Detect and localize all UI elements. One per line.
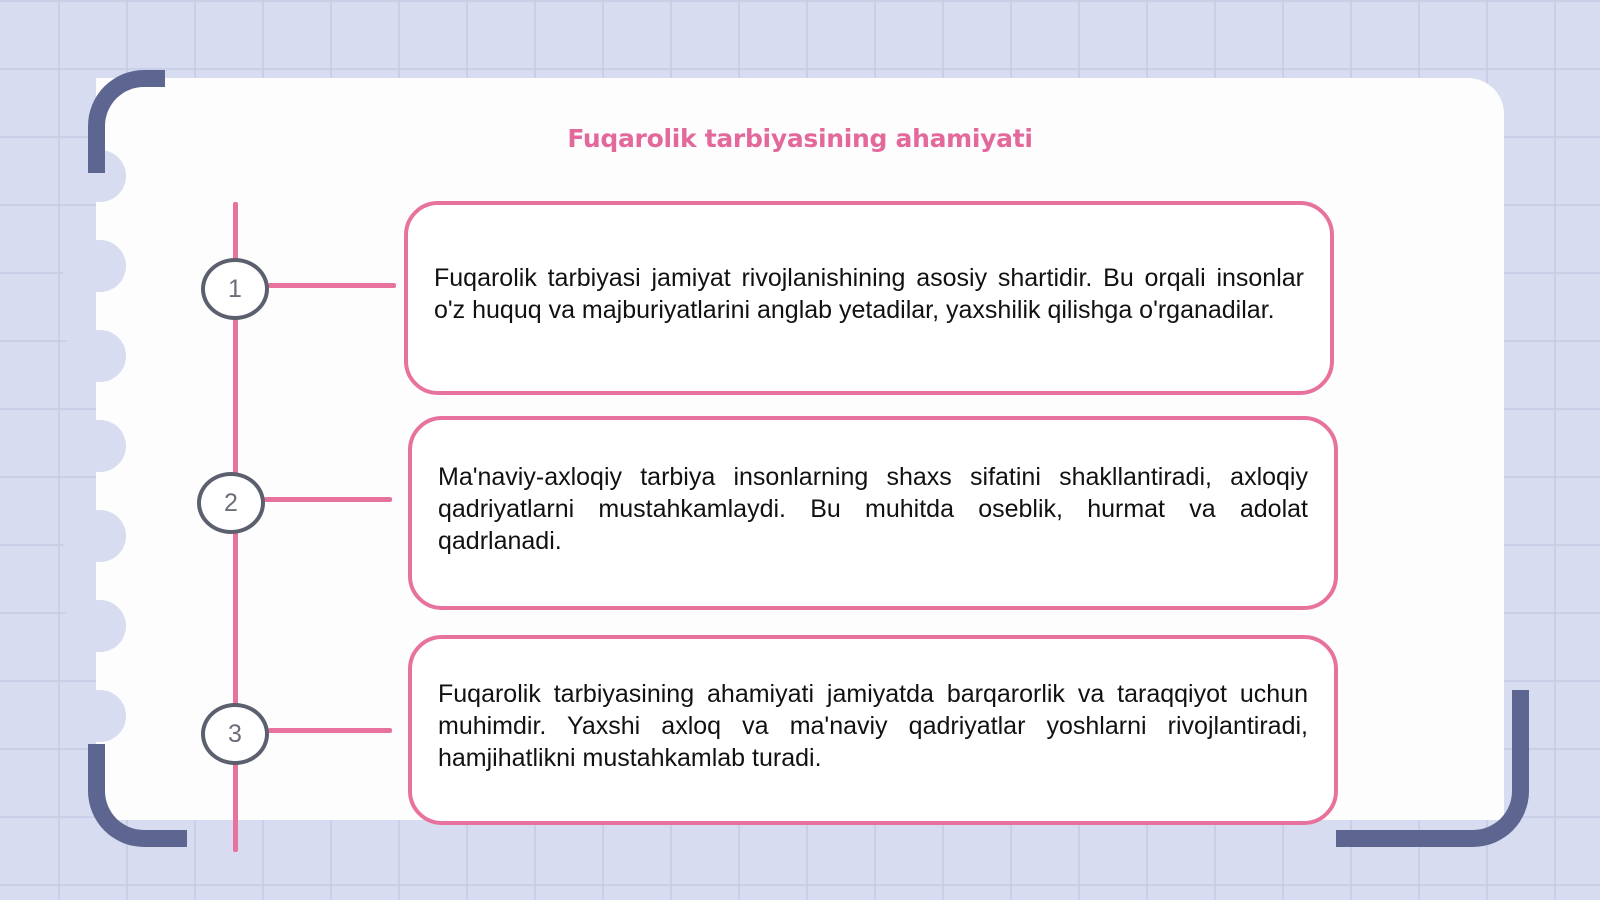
corner-bracket-bottom-left [88,744,187,847]
step-1-connector [268,283,396,288]
step-2-card [408,416,1338,610]
step-3-circle: 3 [201,703,269,765]
step-2-connector [264,497,392,502]
corner-bracket-bottom-right [1336,690,1529,847]
step-1-circle: 1 [201,258,269,320]
step-3-card [408,635,1338,825]
step-1-card [404,201,1334,395]
step-1-text: Fuqarolik tarbiyasi jamiyat rivojlanishining asosiy shartidir. Bu orqali insonlar o'z huquq va majburiyatlarini anglab yetadilar, yaxshilik qilishga o'rganadilar. [434,264,1304,324]
paper-scallop [62,600,126,652]
step-2-text: Ma'naviy-axloqiy tarbiya insonlarning shaxs sifatini shakllantiradi, axloqiy qadriyatlarni mustahkamlaydi. Bu muhitda oseblik, hurmat va adolat qadrlanadi. [438,463,1308,555]
step-2-circle: 2 [197,472,265,534]
paper-scallop [62,690,126,742]
step-3-connector [268,728,392,733]
slide-title: Fuqarolik tarbiyasining ahamiyati [567,124,1033,153]
paper-scallop [62,420,126,472]
paper-scallop [62,510,126,562]
paper-scallop [62,240,126,292]
step-3-text: Fuqarolik tarbiyasining ahamiyati jamiyatda barqarorlik va taraqqiyot uchun muhimdir. Yaxshi axloq va ma'naviy qadriyatlar yoshlarni rivojlantiradi, hamjihatlikni mustahkamlab turadi. [438,680,1308,772]
paper-scallop [62,330,126,382]
